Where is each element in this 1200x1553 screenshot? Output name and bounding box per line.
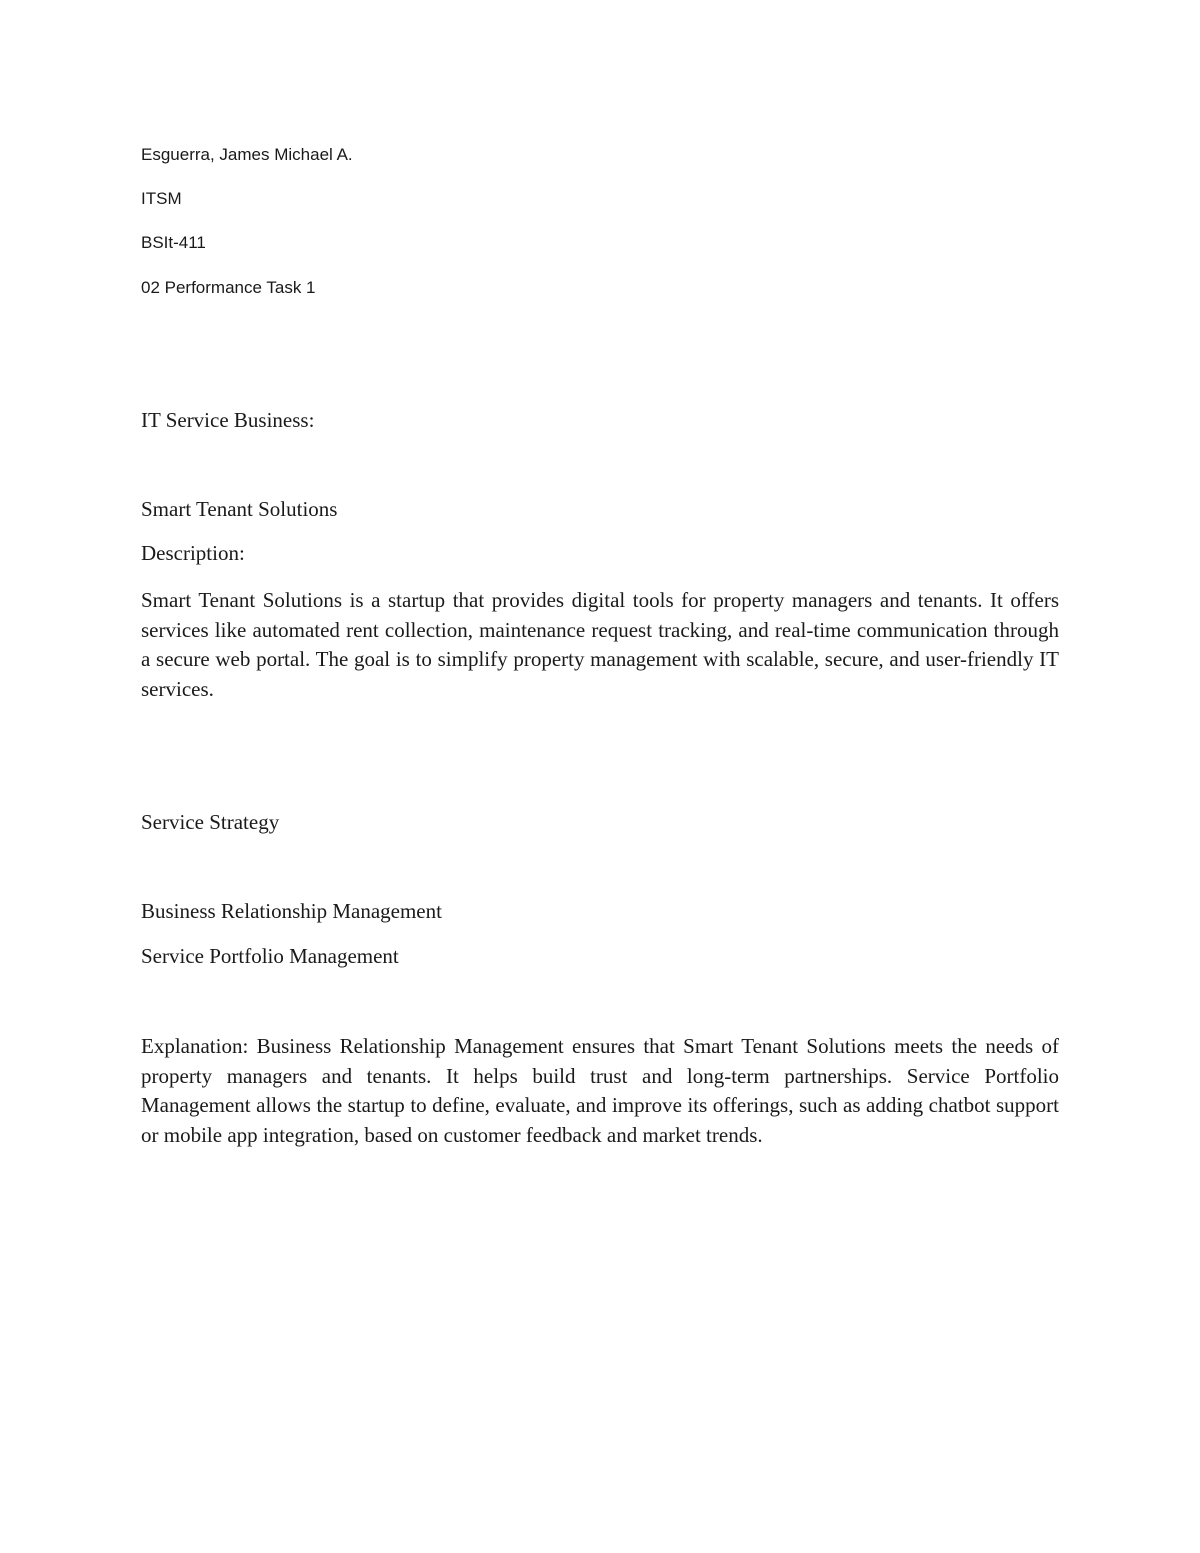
strategy-item: Service Portfolio Management <box>141 944 399 968</box>
course-code: ITSM <box>141 189 182 208</box>
student-name: Esguerra, James Michael A. <box>141 145 353 164</box>
task-title: 02 Performance Task 1 <box>141 278 316 297</box>
strategy-title: Service Strategy <box>141 810 280 834</box>
section-code: BSIt-411 <box>141 233 206 252</box>
description-paragraph: Smart Tenant Solutions is a startup that provides digital tools for property managers and tenants. It offers services like automated rent collection, maintenance request tracking, and real-time communication through a secure web portal. The goal is to simplify property management with scalable, secure, and user-friendly IT services. <box>141 588 1059 701</box>
strategy-item: Business Relationship Management <box>141 899 442 923</box>
business-label: IT Service Business: <box>141 408 315 432</box>
explanation-paragraph: Explanation: Business Relationship Management ensures that Smart Tenant Solutions meets the needs of property managers and tenants. It helps build trust and long-term partnerships. Service Portfolio Management allows the startup to define, evaluate, and improve its offerings, such as adding chatbot support or mobile app integration, based on customer feedback and market trends. <box>141 1034 1059 1147</box>
business-name: Smart Tenant Solutions <box>141 497 338 521</box>
description-label: Description: <box>141 541 245 565</box>
